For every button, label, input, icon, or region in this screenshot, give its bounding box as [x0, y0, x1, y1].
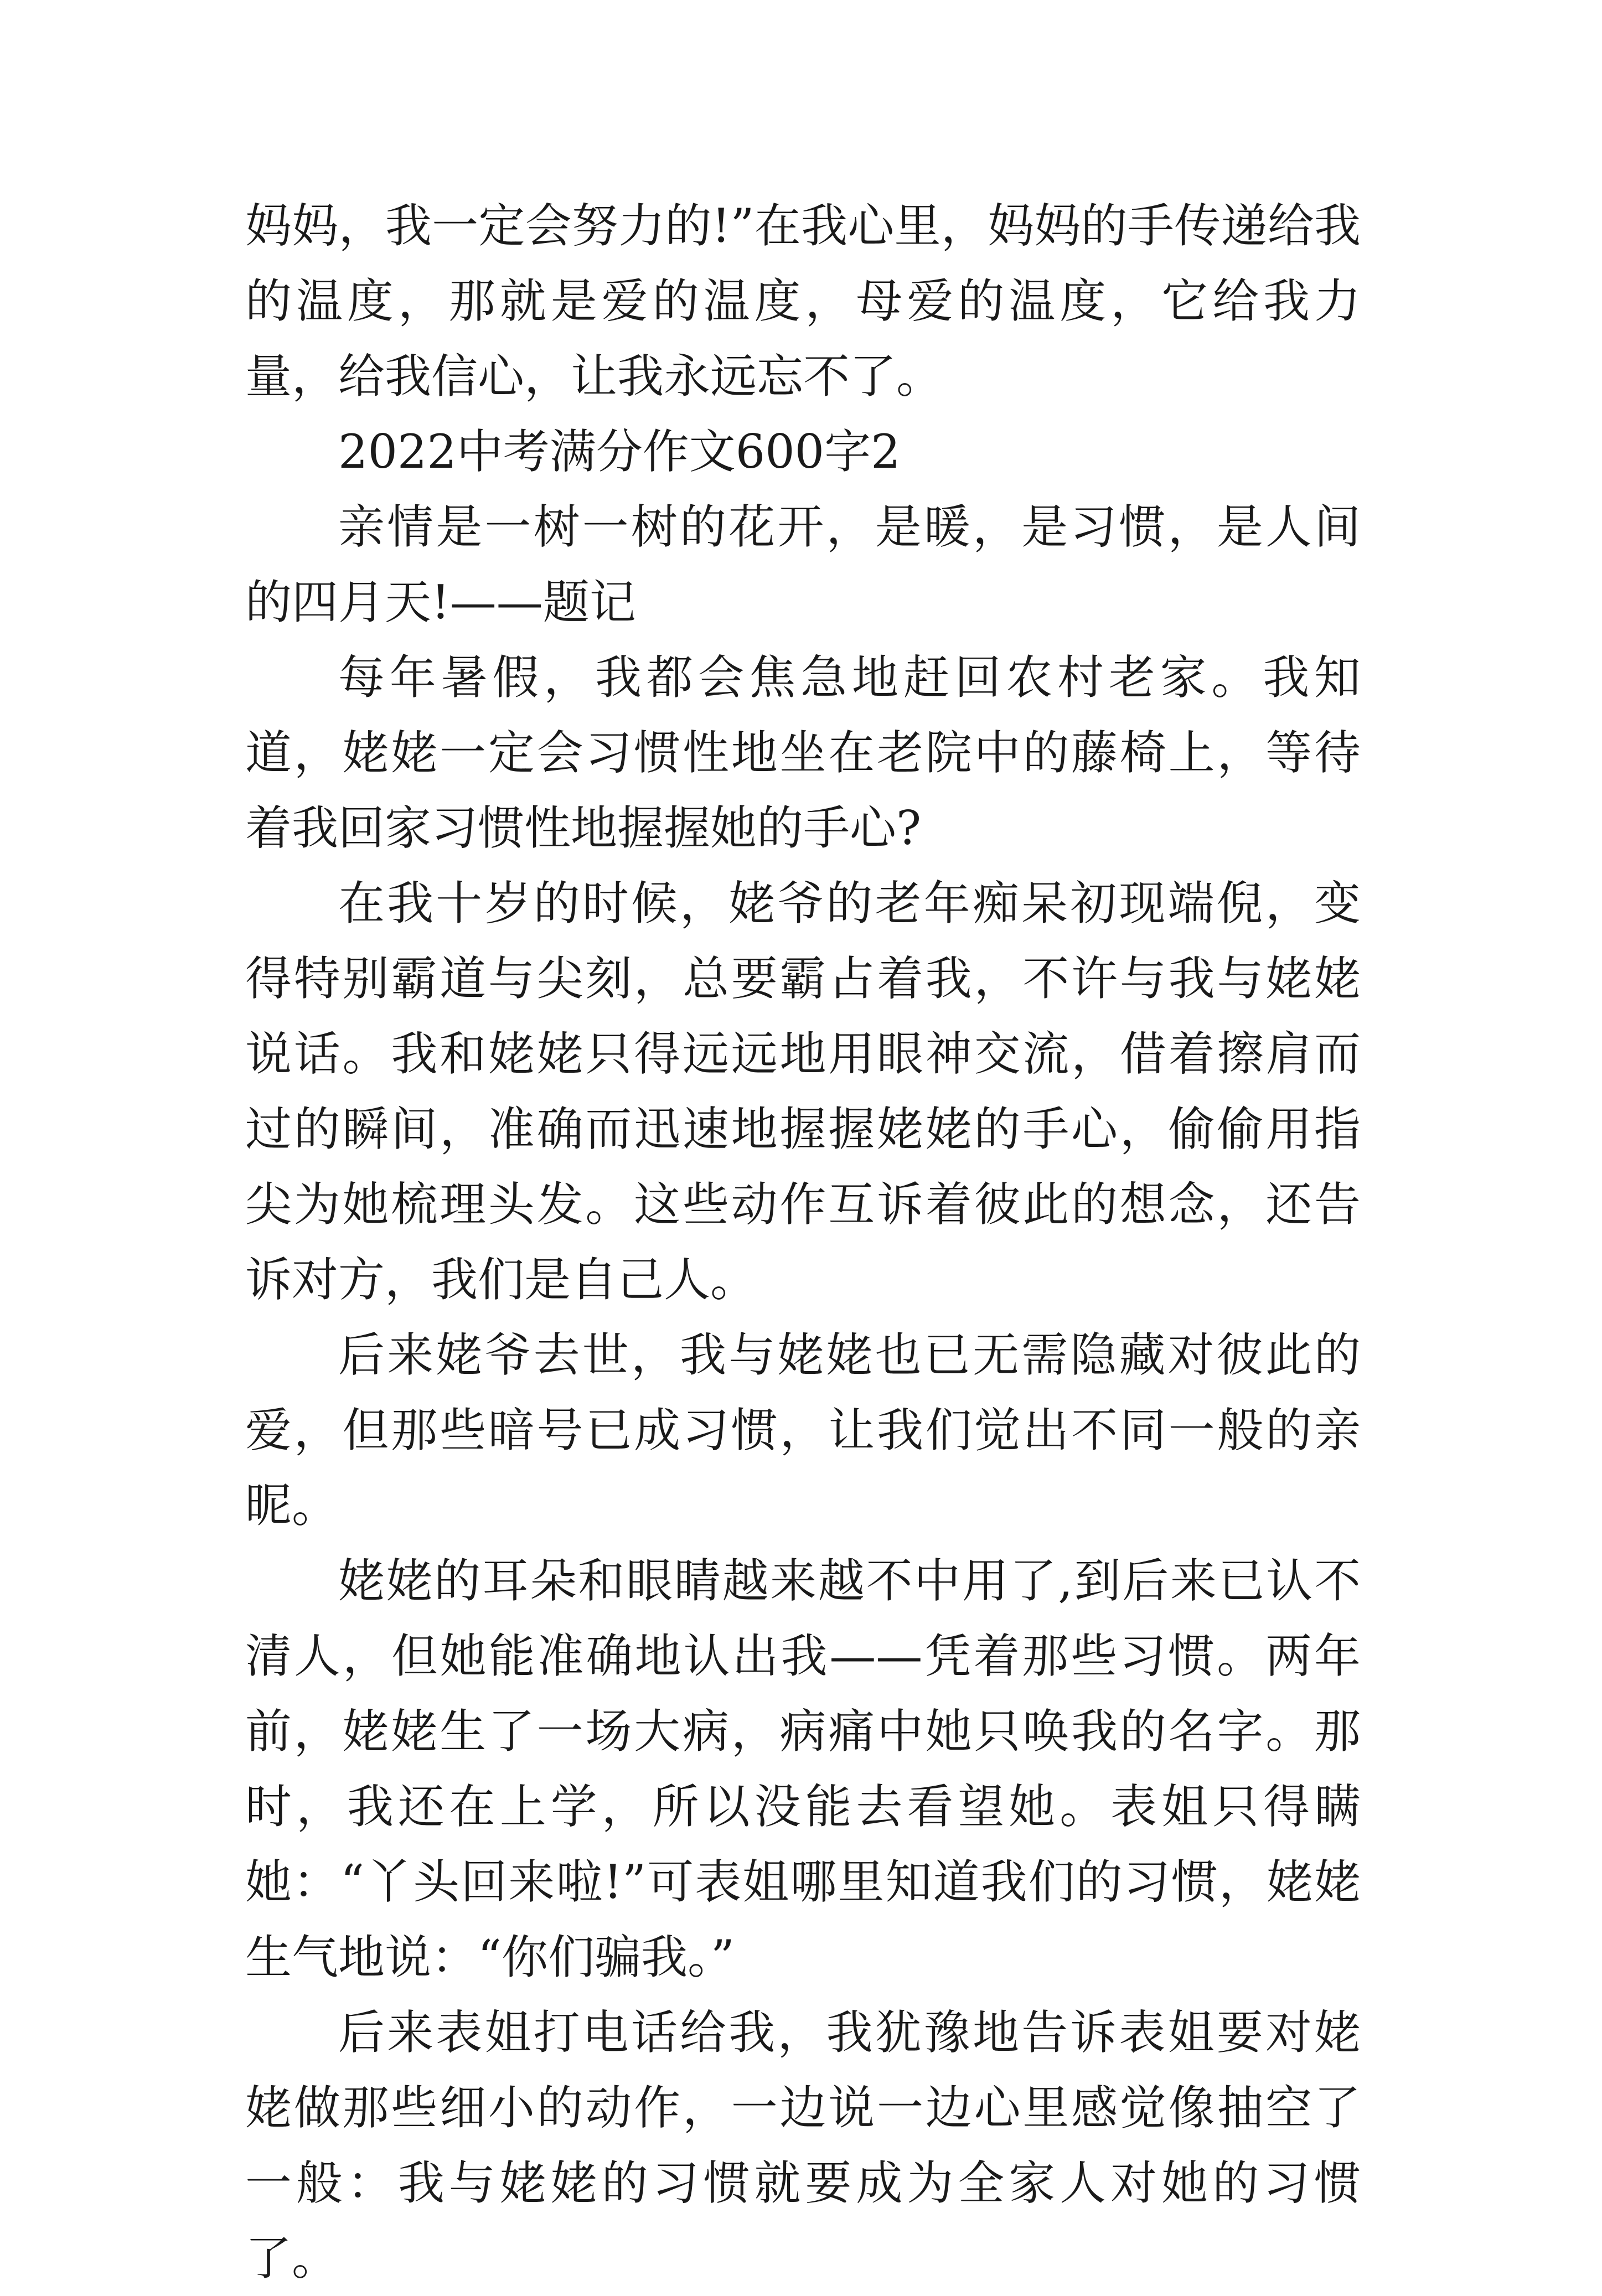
paragraph-continuation: 妈妈，我一定会努力的!”在我心里，妈妈的手传递给我的温度，那就是爱的温度，母爱的温度，它给我力量，给我信心，让我永远忘不了。: [245, 199, 1361, 404]
paragraph: 姥姥的耳朵和眼睛越来越不中用了,到后来已认不清人，但她能准确地认出我——凭着那些习惯。两年前，姥姥生了一场大病，病痛中她只唤我的名字。那时，我还在上学，所以没能去看望她。表姐只得瞒她：“丫头回来啦!”可表姐哪里知道我们的习惯，姥姥生气地说：“你们骗我。”: [245, 1554, 1361, 1984]
essay-body: [245, 188, 1361, 2296]
paragraph: 每年暑假，我都会焦急地赶回农村老家。我知道，姥姥一定会习惯性地坐在老院中的藤椅上，等待着我回家习惯性地握握她的手心?: [245, 650, 1361, 855]
paragraph: 后来姥爷去世，我与姥姥也已无需隐藏对彼此的爱，但那些暗号已成习惯，让我们觉出不同一般的亲昵。: [245, 1328, 1361, 1533]
epigraph-paragraph: 亲情是一树一树的花开，是暖，是习惯，是人间的四月天!——题记: [245, 500, 1361, 629]
essay-heading: 2022中考满分作文600字2: [338, 425, 901, 479]
paragraph: 在我十岁的时候，姥爷的老年痴呆初现端倪，变得特别霸道与尖刻，总要霸占着我，不许与我与姥姥说话。我和姥姥只得远远地用眼神交流，借着擦肩而过的瞬间，准确而迅速地握握姥姥的手心，偷偷用指尖为她梳理头发。这些动作互诉着彼此的想念，还告诉对方，我们是自己人。: [245, 876, 1361, 1307]
paragraph: 后来表姐打电话给我，我犹豫地告诉表姐要对姥姥做那些细小的动作，一边说一边心里感觉像抽空了一般：我与姥姥的习惯就要成为全家人对她的习惯了。: [245, 2005, 1361, 2285]
